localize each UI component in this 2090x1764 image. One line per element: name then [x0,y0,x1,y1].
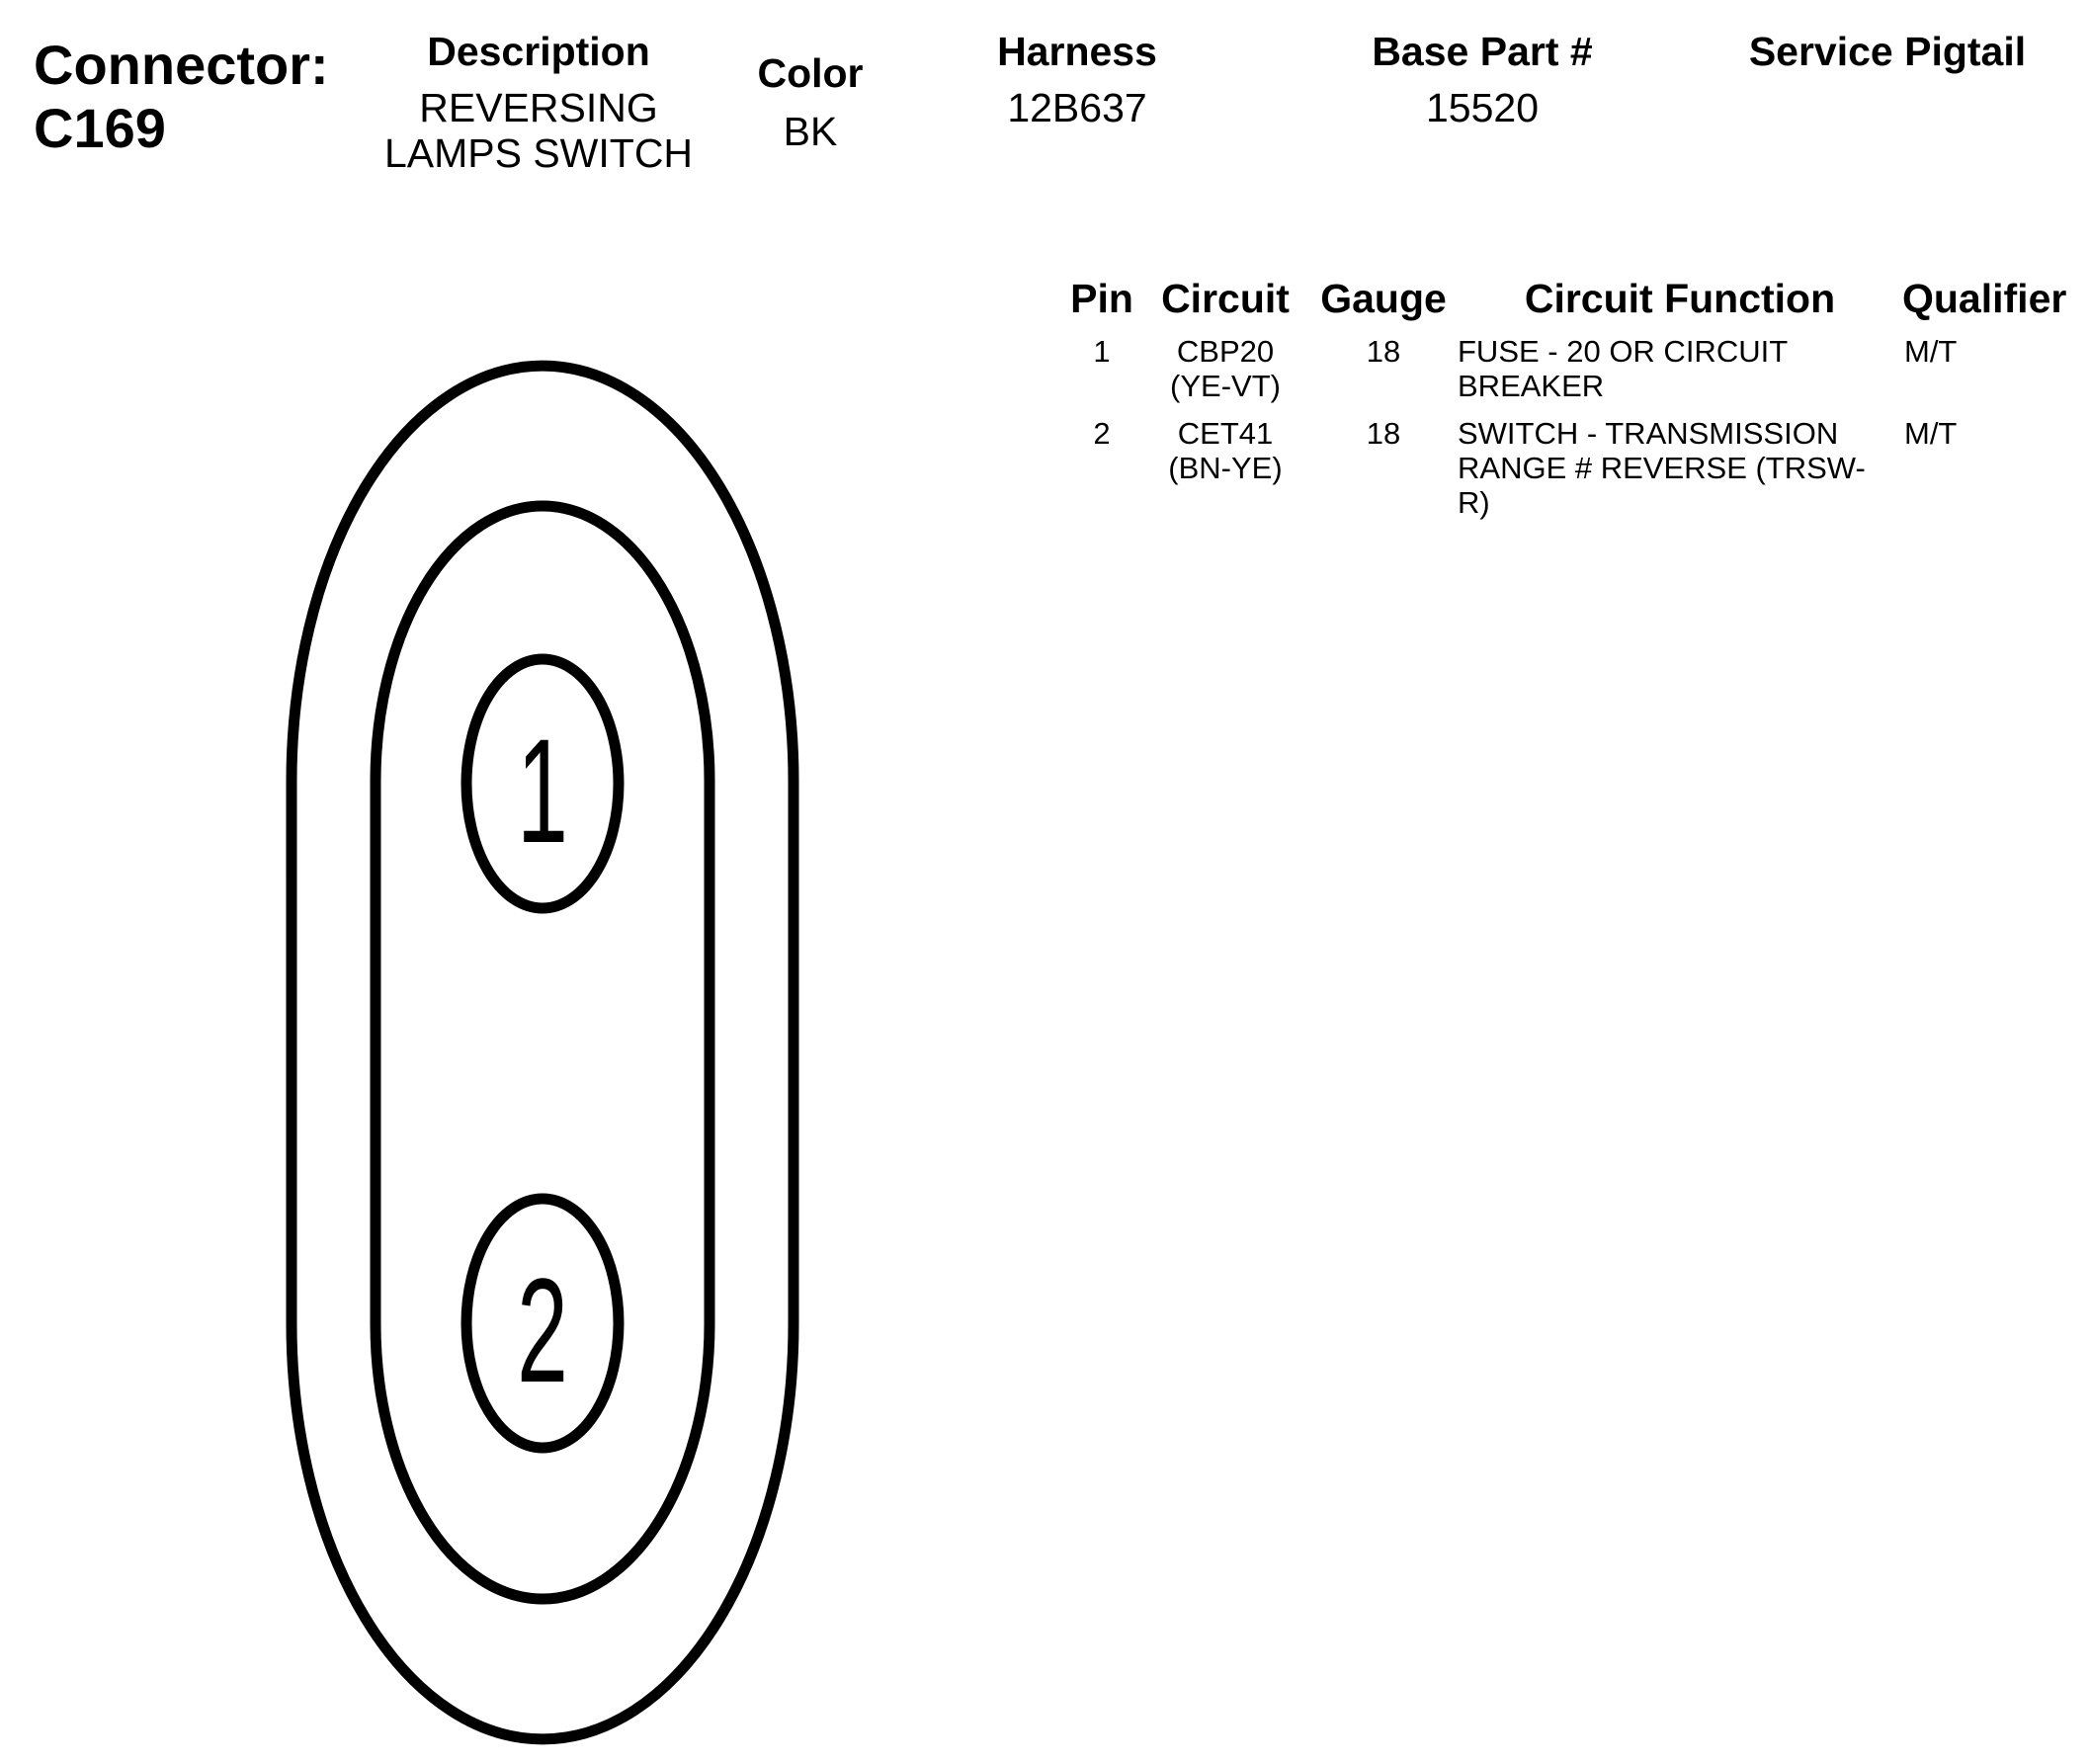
table-header-function: Circuit Function [1524,276,1836,321]
table-header-circuit: Circuit [1161,276,1290,321]
description-header: Description [427,29,650,74]
table-header-pin: Pin [1070,276,1133,321]
color-value: BK [783,109,838,154]
service-pigtail-header: Service Pigtail [1748,29,2027,74]
row-2-gauge: 18 [1366,416,1401,451]
row-1-circuit-color: (YE-VT) [1170,369,1281,403]
connector-label: Connector: [34,34,329,96]
base-part-header: Base Part # [1372,29,1593,74]
row-1-circuit-code: CBP20 [1176,334,1275,369]
row-2-function-line-1: SWITCH - TRANSMISSION [1458,416,1839,451]
table-header-gauge: Gauge [1320,276,1447,321]
row-2-pin: 2 [1093,416,1111,451]
base-part-value: 15520 [1425,85,1539,130]
pin-1-label: 1 [517,709,568,875]
row-1-gauge: 18 [1366,334,1401,369]
row-1-pin: 1 [1093,334,1111,369]
harness-value: 12B637 [1007,85,1147,130]
row-1-qualifier: M/T [1904,334,1958,369]
table-header-qualifier: Qualifier [1902,276,2067,321]
row-1-function-line-1: FUSE - 20 OR CIRCUIT [1458,334,1789,369]
description-line-1: REVERSING [419,85,658,130]
connector-inner-shell [376,506,710,1599]
connector-outer-shell [292,366,794,1739]
pin-2-label: 2 [517,1248,568,1414]
harness-header: Harness [997,29,1157,74]
row-2-circuit-code: CET41 [1177,416,1274,451]
row-1-function-line-2: BREAKER [1458,369,1605,403]
row-2-function-line-2: RANGE # REVERSE (TRSW- [1458,451,1866,485]
description-line-2: LAMPS SWITCH [383,130,694,176]
color-header: Color [757,50,864,96]
row-2-circuit-color: (BN-YE) [1168,451,1283,485]
row-2-qualifier: M/T [1904,416,1958,451]
row-2-function-line-3: R) [1458,485,1490,520]
connector-id: C169 [34,97,166,159]
